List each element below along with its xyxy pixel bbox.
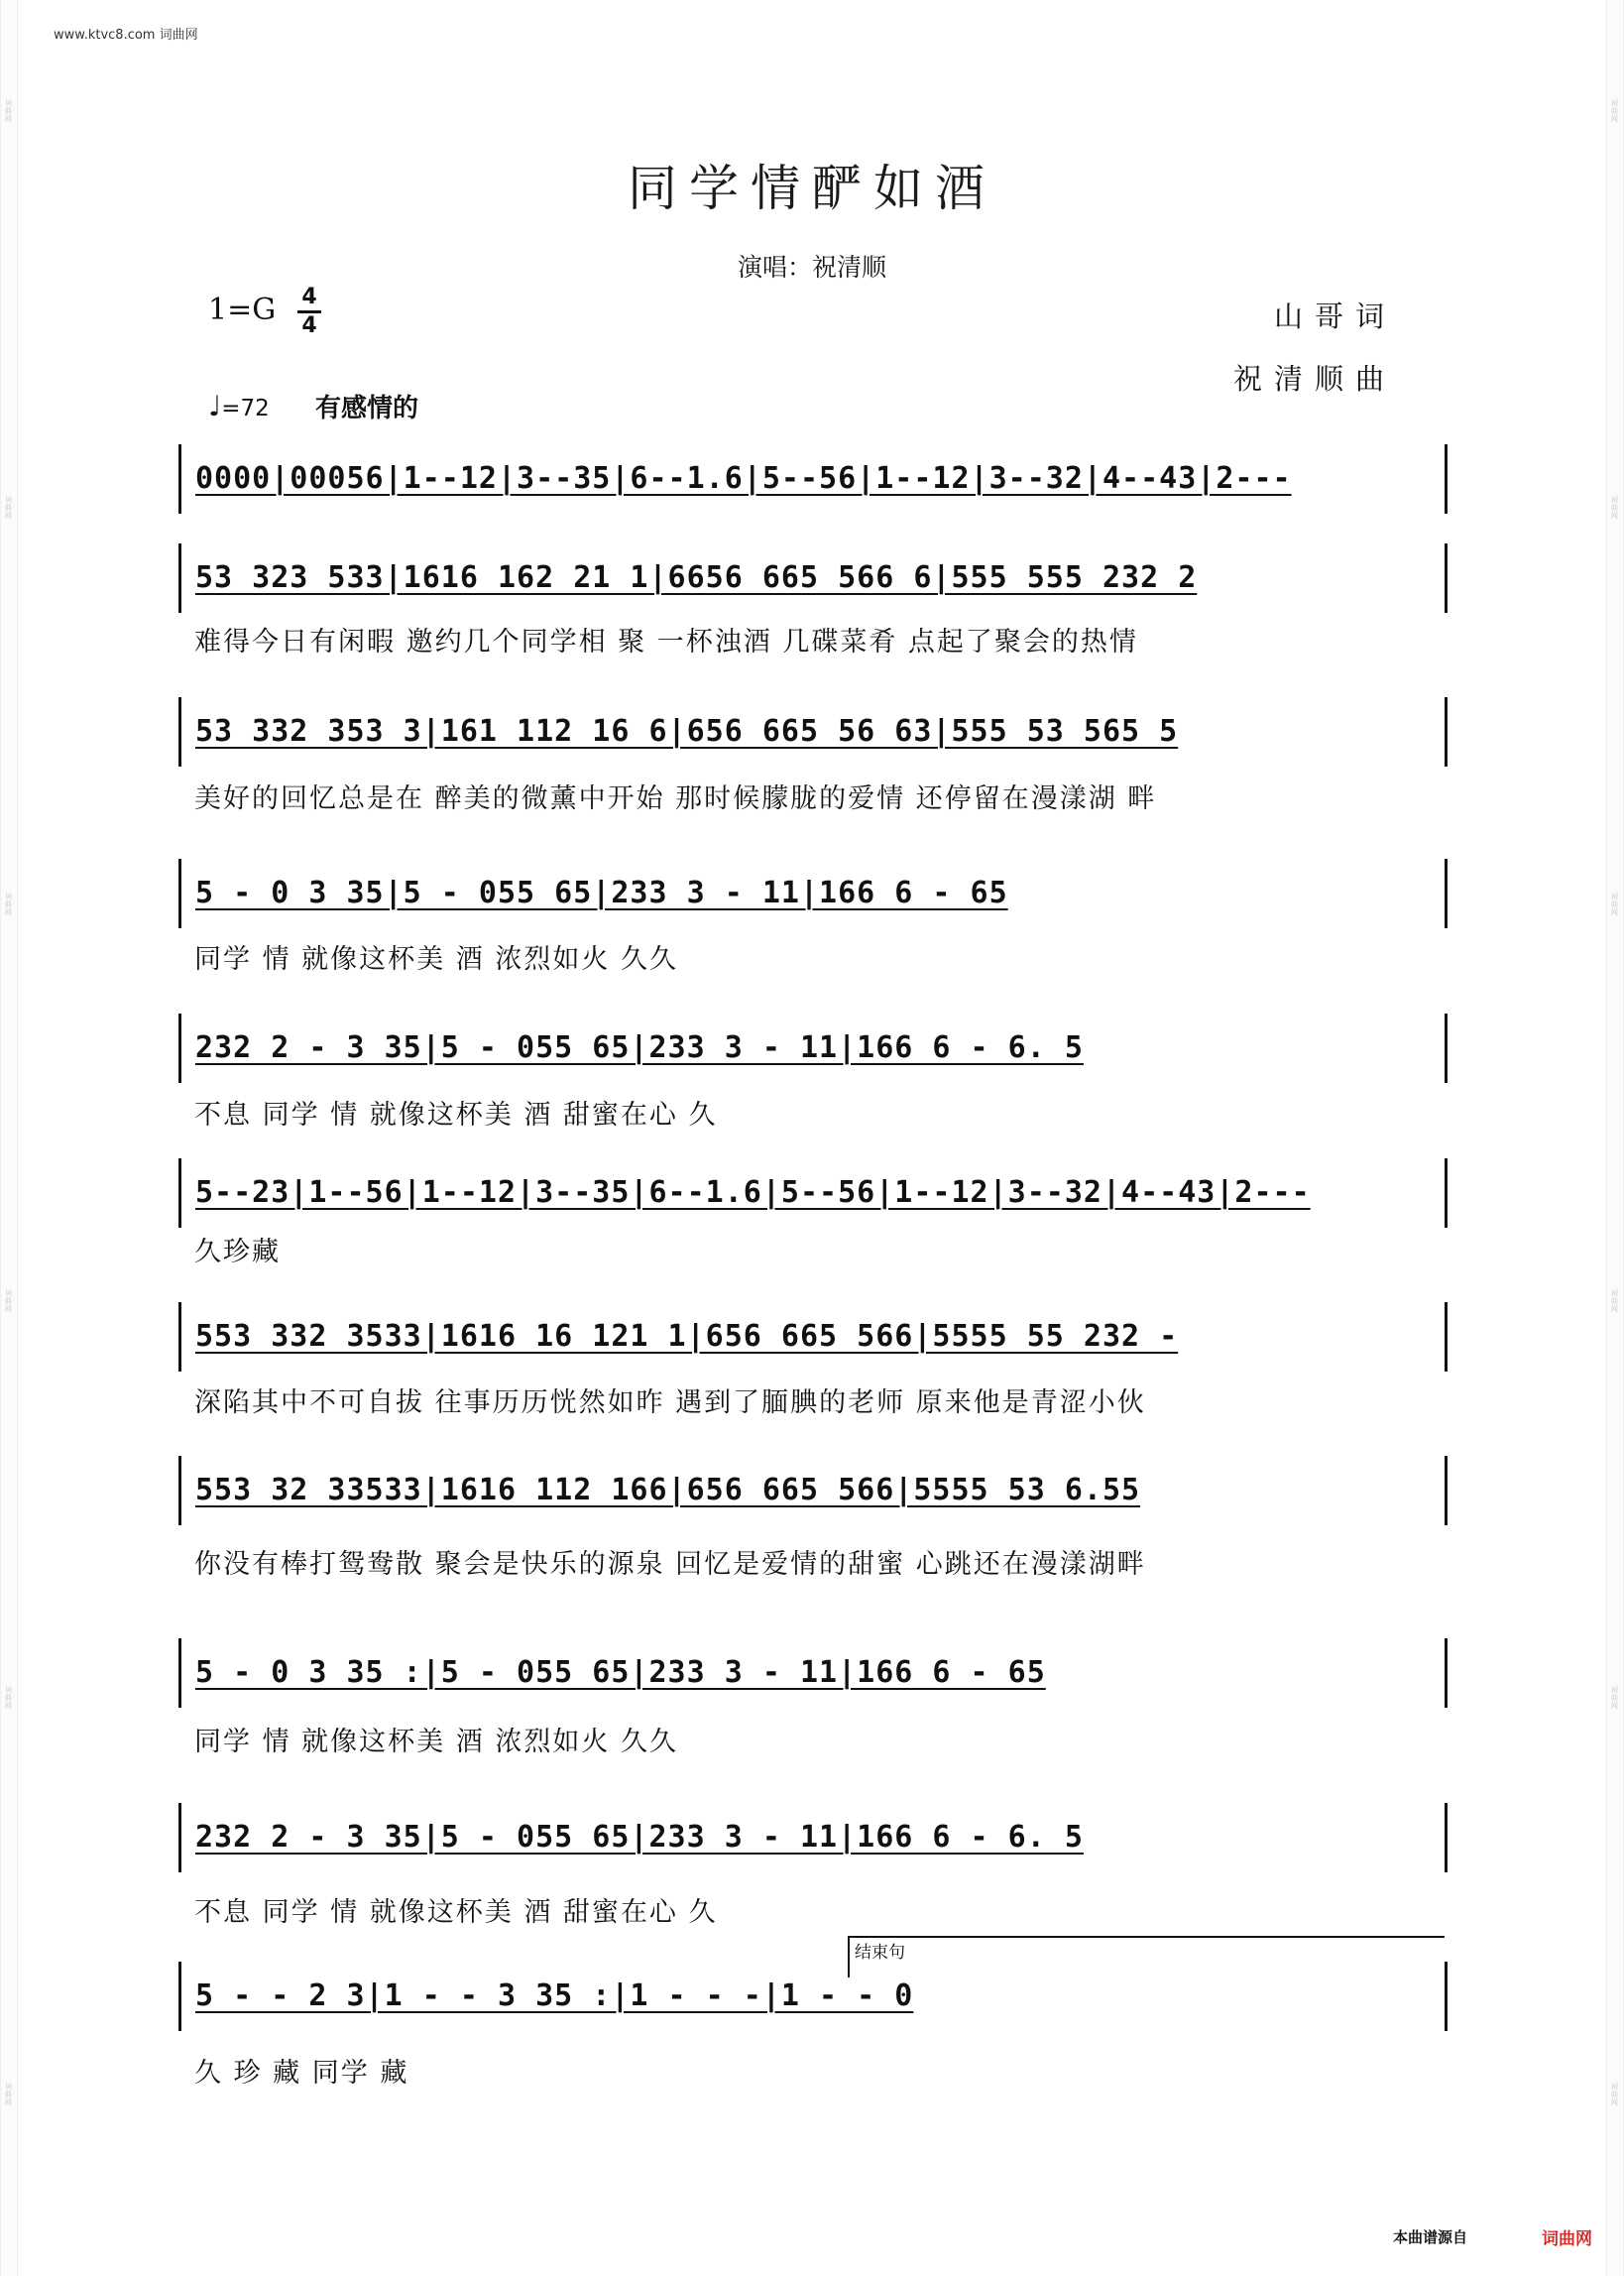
staff-line-3: 53 332 353 3|161 112 16 6|656 665 56 63|555 53 565 5: [178, 697, 1448, 767]
side-watermark: 词曲网: [5, 2083, 12, 2106]
source-note: 本曲谱源自: [1393, 2228, 1468, 2246]
side-watermark: 词曲网: [5, 99, 12, 123]
lyric-line-5: 不息 同学 情 就像这杯美 酒 甜蜜在心 久: [194, 1100, 718, 1131]
side-watermark: 词曲网: [1611, 1686, 1618, 1710]
staff-line-1: 0000|00056|1--12|3--35|6--1.6|5--56|1--12|3--32|4--43|2---: [178, 444, 1448, 514]
staff-line-2: 53 323 533|1616 162 21 1|6656 665 566 6|555 555 232 2: [178, 543, 1448, 613]
song-title: 同学情酽如酒: [628, 160, 996, 217]
side-watermark: 词曲网: [5, 1686, 12, 1710]
lyric-line-10: 不息 同学 情 就像这杯美 酒 甜蜜在心 久: [194, 1897, 718, 1928]
side-watermark: 词曲网: [1611, 99, 1618, 123]
time-signature-bottom: 4: [301, 313, 317, 338]
lyric-line-8: 你没有棒打鸳鸯散 聚会是快乐的源泉 回忆是爱情的甜蜜 心跳还在漫漾湖畔: [194, 1549, 1146, 1580]
quarter-note-icon: ♩: [208, 390, 222, 422]
staff-line-9: 5 - 0 3 35 :|5 - 055 65|233 3 - 11|166 6 - 65: [178, 1638, 1448, 1708]
right-side-strip: [1606, 0, 1624, 2276]
staff-line-11: 5 - - 2 3|1 - - 3 35 :|1 - - -|1 - - 0: [178, 1962, 1448, 2031]
side-watermark: 词曲网: [1611, 2083, 1618, 2106]
lyric-line-6: 久珍藏: [194, 1237, 281, 1267]
site-url: www.ktvc8.com 词曲网: [54, 28, 198, 43]
tempo-marking: [208, 390, 270, 422]
lyricist-credit: 山哥词: [1273, 299, 1396, 333]
composer-credit: 祝清顺曲: [1232, 362, 1396, 396]
expression-marking: 有感情的: [315, 394, 419, 423]
side-watermark: 词曲网: [1611, 496, 1618, 520]
lyric-line-3: 美好的回忆总是在 醉美的微薰中开始 那时候朦胧的爱情 还停留在漫漾湖 畔: [194, 783, 1157, 814]
staff-line-10: 232 2 - 3 35|5 - 055 65|233 3 - 11|166 6 - 6. 5: [178, 1803, 1448, 1872]
left-side-strip: [0, 0, 18, 2276]
staff-line-5: 232 2 - 3 35|5 - 055 65|233 3 - 11|166 6 - 6. 5: [178, 1014, 1448, 1083]
side-watermark: 词曲网: [5, 893, 12, 916]
tempo-value: =72: [221, 396, 270, 421]
time-signature-top: 4: [301, 285, 317, 309]
side-watermark: 词曲网: [1611, 1289, 1618, 1313]
singer-line: 演唱：祝清顺: [737, 253, 886, 282]
staff-line-4: 5 - 0 3 35|5 - 055 65|233 3 - 11|166 6 - 65: [178, 859, 1448, 928]
staff-line-6: 5--23|1--56|1--12|3--35|6--1.6|5--56|1--12|3--32|4--43|2---: [178, 1158, 1448, 1228]
time-signature: [297, 286, 321, 338]
lyric-line-9: 同学 情 就像这杯美 酒 浓烈如火 久久: [194, 1727, 678, 1757]
side-watermark: 词曲网: [5, 1289, 12, 1313]
side-watermark: 词曲网: [5, 496, 12, 520]
source-logo[interactable]: 词曲网: [1542, 2229, 1592, 2249]
side-watermark: 词曲网: [1611, 893, 1618, 916]
staff-line-8: 553 32 33533|1616 112 166|656 665 566|5555 53 6.55: [178, 1456, 1448, 1525]
staff-line-7: 553 332 3533|1616 16 121 1|656 665 566|5555 55 232 -: [178, 1302, 1448, 1372]
lyric-line-2: 难得今日有闲暇 邀约几个同学相 聚 一杯浊酒 几碟菜肴 点起了聚会的热情: [194, 627, 1138, 658]
lyric-line-7: 深陷其中不可自拔 往事历历恍然如昨 遇到了腼腆的老师 原来他是青涩小伙: [194, 1387, 1146, 1418]
lyric-line-4: 同学 情 就像这杯美 酒 浓烈如火 久久: [194, 944, 678, 975]
ending-label: 结束句: [855, 1943, 905, 1963]
lyric-line-11: 久 珍 藏 同学 藏: [194, 2058, 409, 2089]
key-signature: 1=G: [208, 293, 277, 327]
